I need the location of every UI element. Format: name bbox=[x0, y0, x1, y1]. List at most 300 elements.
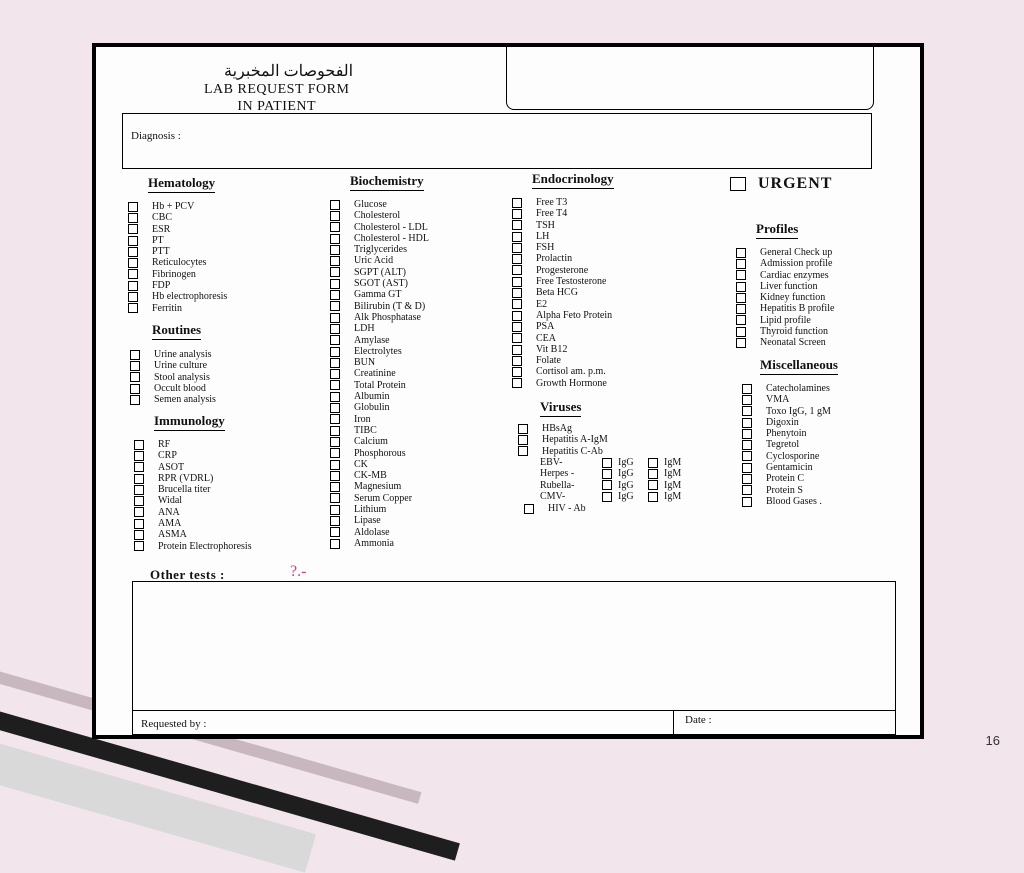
checkbox[interactable] bbox=[330, 482, 340, 492]
checkbox[interactable] bbox=[736, 282, 746, 292]
item-label: Growth Hormone bbox=[536, 377, 607, 389]
item-label: Vit B12 bbox=[536, 343, 568, 355]
checkbox[interactable] bbox=[512, 198, 522, 208]
diagnosis-label: Diagnosis : bbox=[131, 130, 181, 142]
checkbox[interactable] bbox=[330, 539, 340, 549]
list-item[interactable] bbox=[330, 301, 429, 312]
item-label: Alk Phosphatase bbox=[354, 311, 421, 323]
list-item[interactable] bbox=[330, 459, 429, 470]
checkbox[interactable] bbox=[742, 497, 752, 507]
checkbox[interactable] bbox=[512, 356, 522, 366]
list-item[interactable] bbox=[736, 315, 834, 326]
checkbox[interactable] bbox=[512, 288, 522, 298]
item-label: Amylase bbox=[354, 334, 390, 346]
checkbox[interactable] bbox=[128, 236, 138, 246]
checkbox[interactable] bbox=[330, 527, 340, 537]
checkbox[interactable] bbox=[742, 463, 752, 473]
list-item[interactable] bbox=[518, 434, 608, 445]
list-item[interactable] bbox=[330, 504, 429, 515]
igg-label: IgG bbox=[618, 457, 634, 468]
item-label: Neonatal Screen bbox=[760, 337, 826, 349]
checkbox[interactable] bbox=[128, 292, 138, 302]
other-tests-label: Other tests : bbox=[150, 567, 225, 582]
routines-list bbox=[130, 349, 216, 405]
list-item[interactable] bbox=[742, 451, 831, 462]
item-label: Hepatitis B profile bbox=[760, 303, 835, 315]
item-label: ASOT bbox=[158, 461, 185, 473]
list-item[interactable] bbox=[330, 210, 429, 221]
item-label: TIBC bbox=[354, 424, 377, 436]
list-item[interactable] bbox=[330, 323, 429, 334]
checkbox[interactable] bbox=[330, 267, 340, 277]
list-item[interactable] bbox=[330, 289, 429, 300]
checkbox[interactable] bbox=[524, 504, 534, 514]
list-item[interactable] bbox=[512, 333, 612, 344]
checkbox[interactable] bbox=[330, 279, 340, 289]
list-item[interactable] bbox=[134, 473, 252, 484]
checkbox[interactable] bbox=[330, 426, 340, 436]
list-item[interactable] bbox=[512, 197, 612, 208]
item-label: LDH bbox=[354, 323, 375, 335]
checkbox[interactable] bbox=[128, 281, 138, 291]
checkbox[interactable] bbox=[330, 448, 340, 458]
item-label: Folate bbox=[536, 355, 561, 367]
item-label: Bilirubin (T & D) bbox=[354, 300, 426, 312]
antibody-row bbox=[540, 480, 681, 491]
item-label: Tegretol bbox=[766, 439, 800, 451]
list-item[interactable] bbox=[330, 436, 429, 447]
antibody-name: EBV- bbox=[540, 457, 563, 468]
list-item[interactable] bbox=[736, 270, 834, 281]
checkbox[interactable] bbox=[128, 213, 138, 223]
igg-label: IgG bbox=[618, 468, 634, 480]
section-title-routines: Routines bbox=[152, 322, 201, 340]
section-title-hematology: Hematology bbox=[148, 175, 215, 193]
list-item[interactable] bbox=[512, 231, 612, 242]
item-label: ESR bbox=[152, 223, 171, 235]
list-item[interactable] bbox=[736, 337, 834, 348]
checkbox[interactable] bbox=[736, 270, 746, 280]
checkbox[interactable] bbox=[330, 516, 340, 526]
item-label: RPR (VDRL) bbox=[158, 472, 214, 484]
checkbox[interactable] bbox=[330, 301, 340, 311]
list-item[interactable] bbox=[128, 291, 227, 302]
list-item[interactable] bbox=[736, 292, 834, 303]
checkbox[interactable] bbox=[330, 403, 340, 413]
checkbox[interactable] bbox=[330, 493, 340, 503]
list-item[interactable] bbox=[742, 496, 831, 507]
checkbox[interactable] bbox=[512, 277, 522, 287]
checkbox[interactable] bbox=[134, 485, 144, 495]
list-item[interactable] bbox=[330, 425, 429, 436]
checkbox[interactable] bbox=[130, 372, 140, 382]
item-label: Free T4 bbox=[536, 208, 568, 220]
list-item[interactable] bbox=[736, 303, 834, 314]
list-item[interactable] bbox=[742, 473, 831, 484]
list-item[interactable] bbox=[736, 281, 834, 292]
checkbox[interactable] bbox=[130, 361, 140, 371]
item-label: Iron bbox=[354, 413, 371, 425]
checkbox[interactable] bbox=[512, 232, 522, 242]
item-label: HIV - Ab bbox=[548, 503, 586, 514]
list-item[interactable] bbox=[512, 344, 612, 355]
list-item[interactable] bbox=[330, 470, 429, 481]
list-item[interactable] bbox=[128, 269, 227, 280]
list-item[interactable] bbox=[512, 321, 612, 332]
checkbox[interactable] bbox=[330, 324, 340, 334]
item-label: Creatinine bbox=[354, 368, 396, 380]
antibody-row bbox=[540, 491, 681, 502]
handwritten-mark: ?.- bbox=[290, 563, 307, 580]
checkbox[interactable] bbox=[742, 384, 752, 394]
checkbox[interactable] bbox=[742, 395, 752, 405]
list-item[interactable] bbox=[134, 450, 252, 461]
list-item[interactable] bbox=[134, 518, 252, 529]
list-item[interactable] bbox=[512, 276, 612, 287]
checkbox[interactable] bbox=[512, 378, 522, 388]
list-item[interactable] bbox=[742, 439, 831, 450]
checkbox[interactable] bbox=[134, 451, 144, 461]
list-item[interactable] bbox=[736, 326, 834, 337]
item-label: RF bbox=[158, 439, 171, 450]
list-item[interactable] bbox=[330, 402, 429, 413]
checkbox[interactable] bbox=[330, 471, 340, 481]
item-label: Calcium bbox=[354, 436, 388, 448]
antibody-row bbox=[540, 468, 681, 479]
checkbox[interactable] bbox=[128, 224, 138, 234]
item-label: CRP bbox=[158, 450, 177, 462]
checkbox[interactable] bbox=[330, 256, 340, 266]
divider bbox=[133, 710, 895, 711]
checkbox[interactable] bbox=[330, 245, 340, 255]
list-item[interactable] bbox=[512, 242, 612, 253]
igg-checkbox[interactable] bbox=[602, 480, 612, 490]
checkbox[interactable] bbox=[130, 350, 140, 360]
checkbox[interactable] bbox=[134, 530, 144, 540]
checkbox[interactable] bbox=[512, 322, 522, 332]
item-label: Alpha Feto Protein bbox=[536, 309, 613, 321]
list-item[interactable] bbox=[512, 299, 612, 310]
list-item[interactable] bbox=[128, 257, 227, 268]
item-label: Ammonia bbox=[354, 537, 394, 549]
section-title-viruses: Viruses bbox=[540, 399, 581, 417]
list-item[interactable] bbox=[128, 246, 227, 257]
item-label: Progesterone bbox=[536, 264, 589, 276]
list-item[interactable] bbox=[128, 224, 227, 235]
list-item[interactable] bbox=[742, 485, 831, 496]
list-item[interactable] bbox=[330, 414, 429, 425]
item-label: CEA bbox=[536, 332, 556, 344]
item-label: CK bbox=[354, 458, 368, 470]
item-label: VMA bbox=[766, 394, 790, 406]
item-label: Serum Copper bbox=[354, 492, 413, 504]
item-label: Beta HCG bbox=[536, 287, 578, 299]
checkbox[interactable] bbox=[330, 437, 340, 447]
checkbox[interactable] bbox=[330, 380, 340, 390]
checkbox[interactable] bbox=[736, 338, 746, 348]
list-item[interactable] bbox=[128, 235, 227, 246]
checkbox[interactable] bbox=[330, 460, 340, 470]
igm-label: IgM bbox=[664, 468, 682, 480]
list-item[interactable] bbox=[742, 417, 831, 428]
checkbox[interactable] bbox=[134, 519, 144, 529]
checkbox[interactable] bbox=[518, 424, 528, 434]
list-item[interactable] bbox=[736, 247, 834, 258]
list-item[interactable] bbox=[518, 423, 608, 434]
list-item[interactable] bbox=[512, 253, 612, 264]
item-label: Magnesium bbox=[354, 481, 402, 493]
item-label: Catecholamines bbox=[766, 383, 830, 394]
profiles-list bbox=[736, 247, 834, 349]
list-item[interactable] bbox=[512, 287, 612, 298]
item-label: ASMA bbox=[158, 529, 187, 541]
checkbox[interactable] bbox=[742, 429, 752, 439]
section-title-miscellaneous: Miscellaneous bbox=[760, 357, 838, 375]
igg-checkbox[interactable] bbox=[602, 492, 612, 502]
list-item[interactable] bbox=[330, 368, 429, 379]
list-item[interactable] bbox=[512, 366, 612, 377]
list-item[interactable] bbox=[330, 222, 429, 233]
item-label: Lithium bbox=[354, 504, 387, 516]
item-label: Cholesterol - LDL bbox=[354, 221, 428, 233]
checkbox[interactable] bbox=[330, 392, 340, 402]
checkbox[interactable] bbox=[128, 269, 138, 279]
list-item[interactable] bbox=[128, 201, 227, 212]
list-item[interactable] bbox=[330, 380, 429, 391]
item-label: General Check up bbox=[760, 247, 833, 258]
antibody-name: CMV- bbox=[540, 490, 566, 502]
list-item[interactable] bbox=[330, 391, 429, 402]
list-item[interactable] bbox=[512, 378, 612, 389]
checkbox[interactable] bbox=[330, 234, 340, 244]
list-item[interactable] bbox=[742, 383, 831, 394]
checkbox[interactable] bbox=[742, 451, 752, 461]
immunology-list bbox=[134, 439, 252, 552]
urgent-checkbox[interactable] bbox=[730, 177, 746, 191]
list-item[interactable] bbox=[512, 355, 612, 366]
list-item[interactable] bbox=[742, 462, 831, 473]
checkbox[interactable] bbox=[742, 485, 752, 495]
item-label: Phenytoin bbox=[766, 428, 807, 440]
list-item[interactable] bbox=[742, 406, 831, 417]
checkbox[interactable] bbox=[330, 313, 340, 323]
list-item[interactable] bbox=[330, 538, 429, 549]
item-label: Globulin bbox=[354, 402, 390, 414]
item-label: Hepatitis A-IgM bbox=[542, 434, 608, 446]
checkbox[interactable] bbox=[736, 259, 746, 269]
list-item[interactable] bbox=[130, 394, 216, 405]
igm-checkbox[interactable] bbox=[648, 480, 658, 490]
checkbox[interactable] bbox=[742, 406, 752, 416]
checkbox[interactable] bbox=[512, 299, 522, 309]
checkbox[interactable] bbox=[134, 541, 144, 551]
item-label: Gamma GT bbox=[354, 289, 402, 301]
checkbox[interactable] bbox=[134, 507, 144, 517]
igg-checkbox[interactable] bbox=[602, 469, 612, 479]
item-label: Albumin bbox=[354, 391, 390, 403]
checkbox[interactable] bbox=[742, 418, 752, 428]
list-item[interactable] bbox=[134, 507, 252, 518]
list-item[interactable] bbox=[742, 394, 831, 405]
list-item[interactable] bbox=[134, 541, 252, 552]
item-label: Hepatitis C-Ab bbox=[542, 445, 603, 457]
checkbox[interactable] bbox=[134, 474, 144, 484]
checkbox[interactable] bbox=[736, 315, 746, 325]
checkbox[interactable] bbox=[512, 345, 522, 355]
checkbox[interactable] bbox=[330, 347, 340, 357]
checkbox[interactable] bbox=[512, 254, 522, 264]
checkbox[interactable] bbox=[130, 395, 140, 405]
checkbox[interactable] bbox=[330, 358, 340, 368]
hematology-list bbox=[128, 201, 227, 314]
list-item[interactable] bbox=[330, 448, 429, 459]
list-item[interactable] bbox=[742, 428, 831, 439]
list-item[interactable] bbox=[330, 278, 429, 289]
item-label: AMA bbox=[158, 518, 182, 530]
list-item[interactable] bbox=[330, 481, 429, 492]
list-item[interactable] bbox=[330, 515, 429, 526]
item-label: Stool analysis bbox=[154, 371, 210, 383]
list-item[interactable] bbox=[134, 462, 252, 473]
checkbox[interactable] bbox=[330, 505, 340, 515]
checkbox[interactable] bbox=[330, 290, 340, 300]
checkbox[interactable] bbox=[330, 335, 340, 345]
list-item[interactable] bbox=[512, 208, 612, 219]
checkbox[interactable] bbox=[128, 202, 138, 212]
item-label: Free Testosterone bbox=[536, 276, 607, 288]
checkbox[interactable] bbox=[512, 311, 522, 321]
item-label: Cholesterol - HDL bbox=[354, 232, 429, 244]
igm-label: IgM bbox=[664, 490, 682, 502]
list-item[interactable] bbox=[130, 349, 216, 360]
igg-checkbox[interactable] bbox=[602, 458, 612, 468]
checkbox[interactable] bbox=[512, 265, 522, 275]
list-item[interactable] bbox=[128, 212, 227, 223]
checkbox[interactable] bbox=[128, 247, 138, 257]
item-label: Toxo IgG, 1 gM bbox=[766, 405, 831, 417]
item-label: Free T3 bbox=[536, 197, 568, 208]
antibody-row bbox=[540, 457, 681, 468]
item-label: Blood Gases . bbox=[766, 495, 822, 507]
checkbox[interactable] bbox=[512, 333, 522, 343]
item-label: Cardiac enzymes bbox=[760, 269, 829, 281]
checkbox[interactable] bbox=[134, 462, 144, 472]
checkbox[interactable] bbox=[742, 440, 752, 450]
item-label: Lipase bbox=[354, 515, 381, 527]
list-item[interactable] bbox=[330, 244, 429, 255]
list-item[interactable] bbox=[330, 357, 429, 368]
list-item[interactable] bbox=[512, 310, 612, 321]
list-item[interactable] bbox=[512, 265, 612, 276]
item-label: Liver function bbox=[760, 280, 818, 292]
list-item[interactable] bbox=[330, 267, 429, 278]
item-label: Reticulocytes bbox=[152, 257, 207, 269]
list-item[interactable] bbox=[134, 529, 252, 540]
antibody-table bbox=[540, 457, 681, 502]
checkbox[interactable] bbox=[512, 243, 522, 253]
list-item[interactable] bbox=[134, 495, 252, 506]
urgent-option[interactable] bbox=[730, 175, 832, 193]
checkbox[interactable] bbox=[128, 303, 138, 313]
list-item[interactable] bbox=[512, 220, 612, 231]
list-item[interactable] bbox=[330, 255, 429, 266]
item-label: Brucella titer bbox=[158, 484, 211, 496]
item-label: FSH bbox=[536, 242, 555, 254]
list-item[interactable] bbox=[330, 312, 429, 323]
list-item[interactable] bbox=[330, 233, 429, 244]
item-label: PT bbox=[152, 234, 164, 246]
item-label: Occult blood bbox=[154, 382, 206, 394]
item-label: Protein S bbox=[766, 484, 803, 496]
list-item[interactable] bbox=[330, 335, 429, 346]
checkbox[interactable] bbox=[134, 440, 144, 450]
checkbox[interactable] bbox=[518, 446, 528, 456]
section-title-profiles: Profiles bbox=[756, 221, 798, 239]
checkbox[interactable] bbox=[130, 384, 140, 394]
item-label: Widal bbox=[158, 495, 183, 507]
item-label: Prolactin bbox=[536, 253, 573, 265]
item-label: E2 bbox=[536, 298, 548, 310]
checkbox[interactable] bbox=[512, 367, 522, 377]
item-label: Glucose bbox=[354, 199, 387, 210]
diagnosis-field[interactable] bbox=[122, 113, 872, 169]
checkbox[interactable] bbox=[736, 293, 746, 303]
list-item[interactable] bbox=[130, 383, 216, 394]
checkbox[interactable] bbox=[512, 220, 522, 230]
checkbox[interactable] bbox=[518, 435, 528, 445]
list-item[interactable] bbox=[518, 446, 608, 457]
igm-checkbox[interactable] bbox=[648, 458, 658, 468]
list-item[interactable] bbox=[128, 280, 227, 291]
list-item[interactable] bbox=[330, 493, 429, 504]
list-item[interactable] bbox=[330, 346, 429, 357]
checkbox[interactable] bbox=[736, 248, 746, 258]
checkbox[interactable] bbox=[742, 474, 752, 484]
igm-checkbox[interactable] bbox=[648, 492, 658, 502]
checkbox[interactable] bbox=[330, 211, 340, 221]
checkbox[interactable] bbox=[128, 258, 138, 268]
checkbox[interactable] bbox=[330, 414, 340, 424]
item-label: SGPT (ALT) bbox=[354, 266, 406, 278]
list-item[interactable] bbox=[330, 527, 429, 538]
list-item[interactable] bbox=[330, 199, 429, 210]
item-label: CBC bbox=[152, 212, 173, 224]
list-item[interactable] bbox=[134, 439, 252, 450]
checkbox[interactable] bbox=[512, 209, 522, 219]
item-label: Triglycerides bbox=[354, 244, 407, 256]
item-label: Uric Acid bbox=[354, 255, 394, 267]
item-label: Electrolytes bbox=[354, 345, 402, 357]
igm-checkbox[interactable] bbox=[648, 469, 658, 479]
checkbox[interactable] bbox=[736, 327, 746, 337]
list-item[interactable] bbox=[736, 258, 834, 269]
other-tests-field[interactable] bbox=[132, 581, 896, 735]
item-label: LH bbox=[536, 230, 550, 242]
checkbox[interactable] bbox=[736, 304, 746, 314]
checkbox[interactable] bbox=[330, 200, 340, 210]
list-item[interactable] bbox=[128, 303, 227, 314]
item-label: Fibrinogen bbox=[152, 268, 196, 280]
list-item[interactable] bbox=[130, 360, 216, 371]
list-item[interactable] bbox=[524, 503, 586, 514]
checkbox[interactable] bbox=[330, 222, 340, 232]
checkbox[interactable] bbox=[330, 369, 340, 379]
list-item[interactable] bbox=[130, 372, 216, 383]
form-title-arabic: الفحوصات المخبرية bbox=[224, 63, 354, 80]
antibody-name: Rubella- bbox=[540, 479, 575, 491]
checkbox[interactable] bbox=[134, 496, 144, 506]
list-item[interactable] bbox=[134, 484, 252, 495]
